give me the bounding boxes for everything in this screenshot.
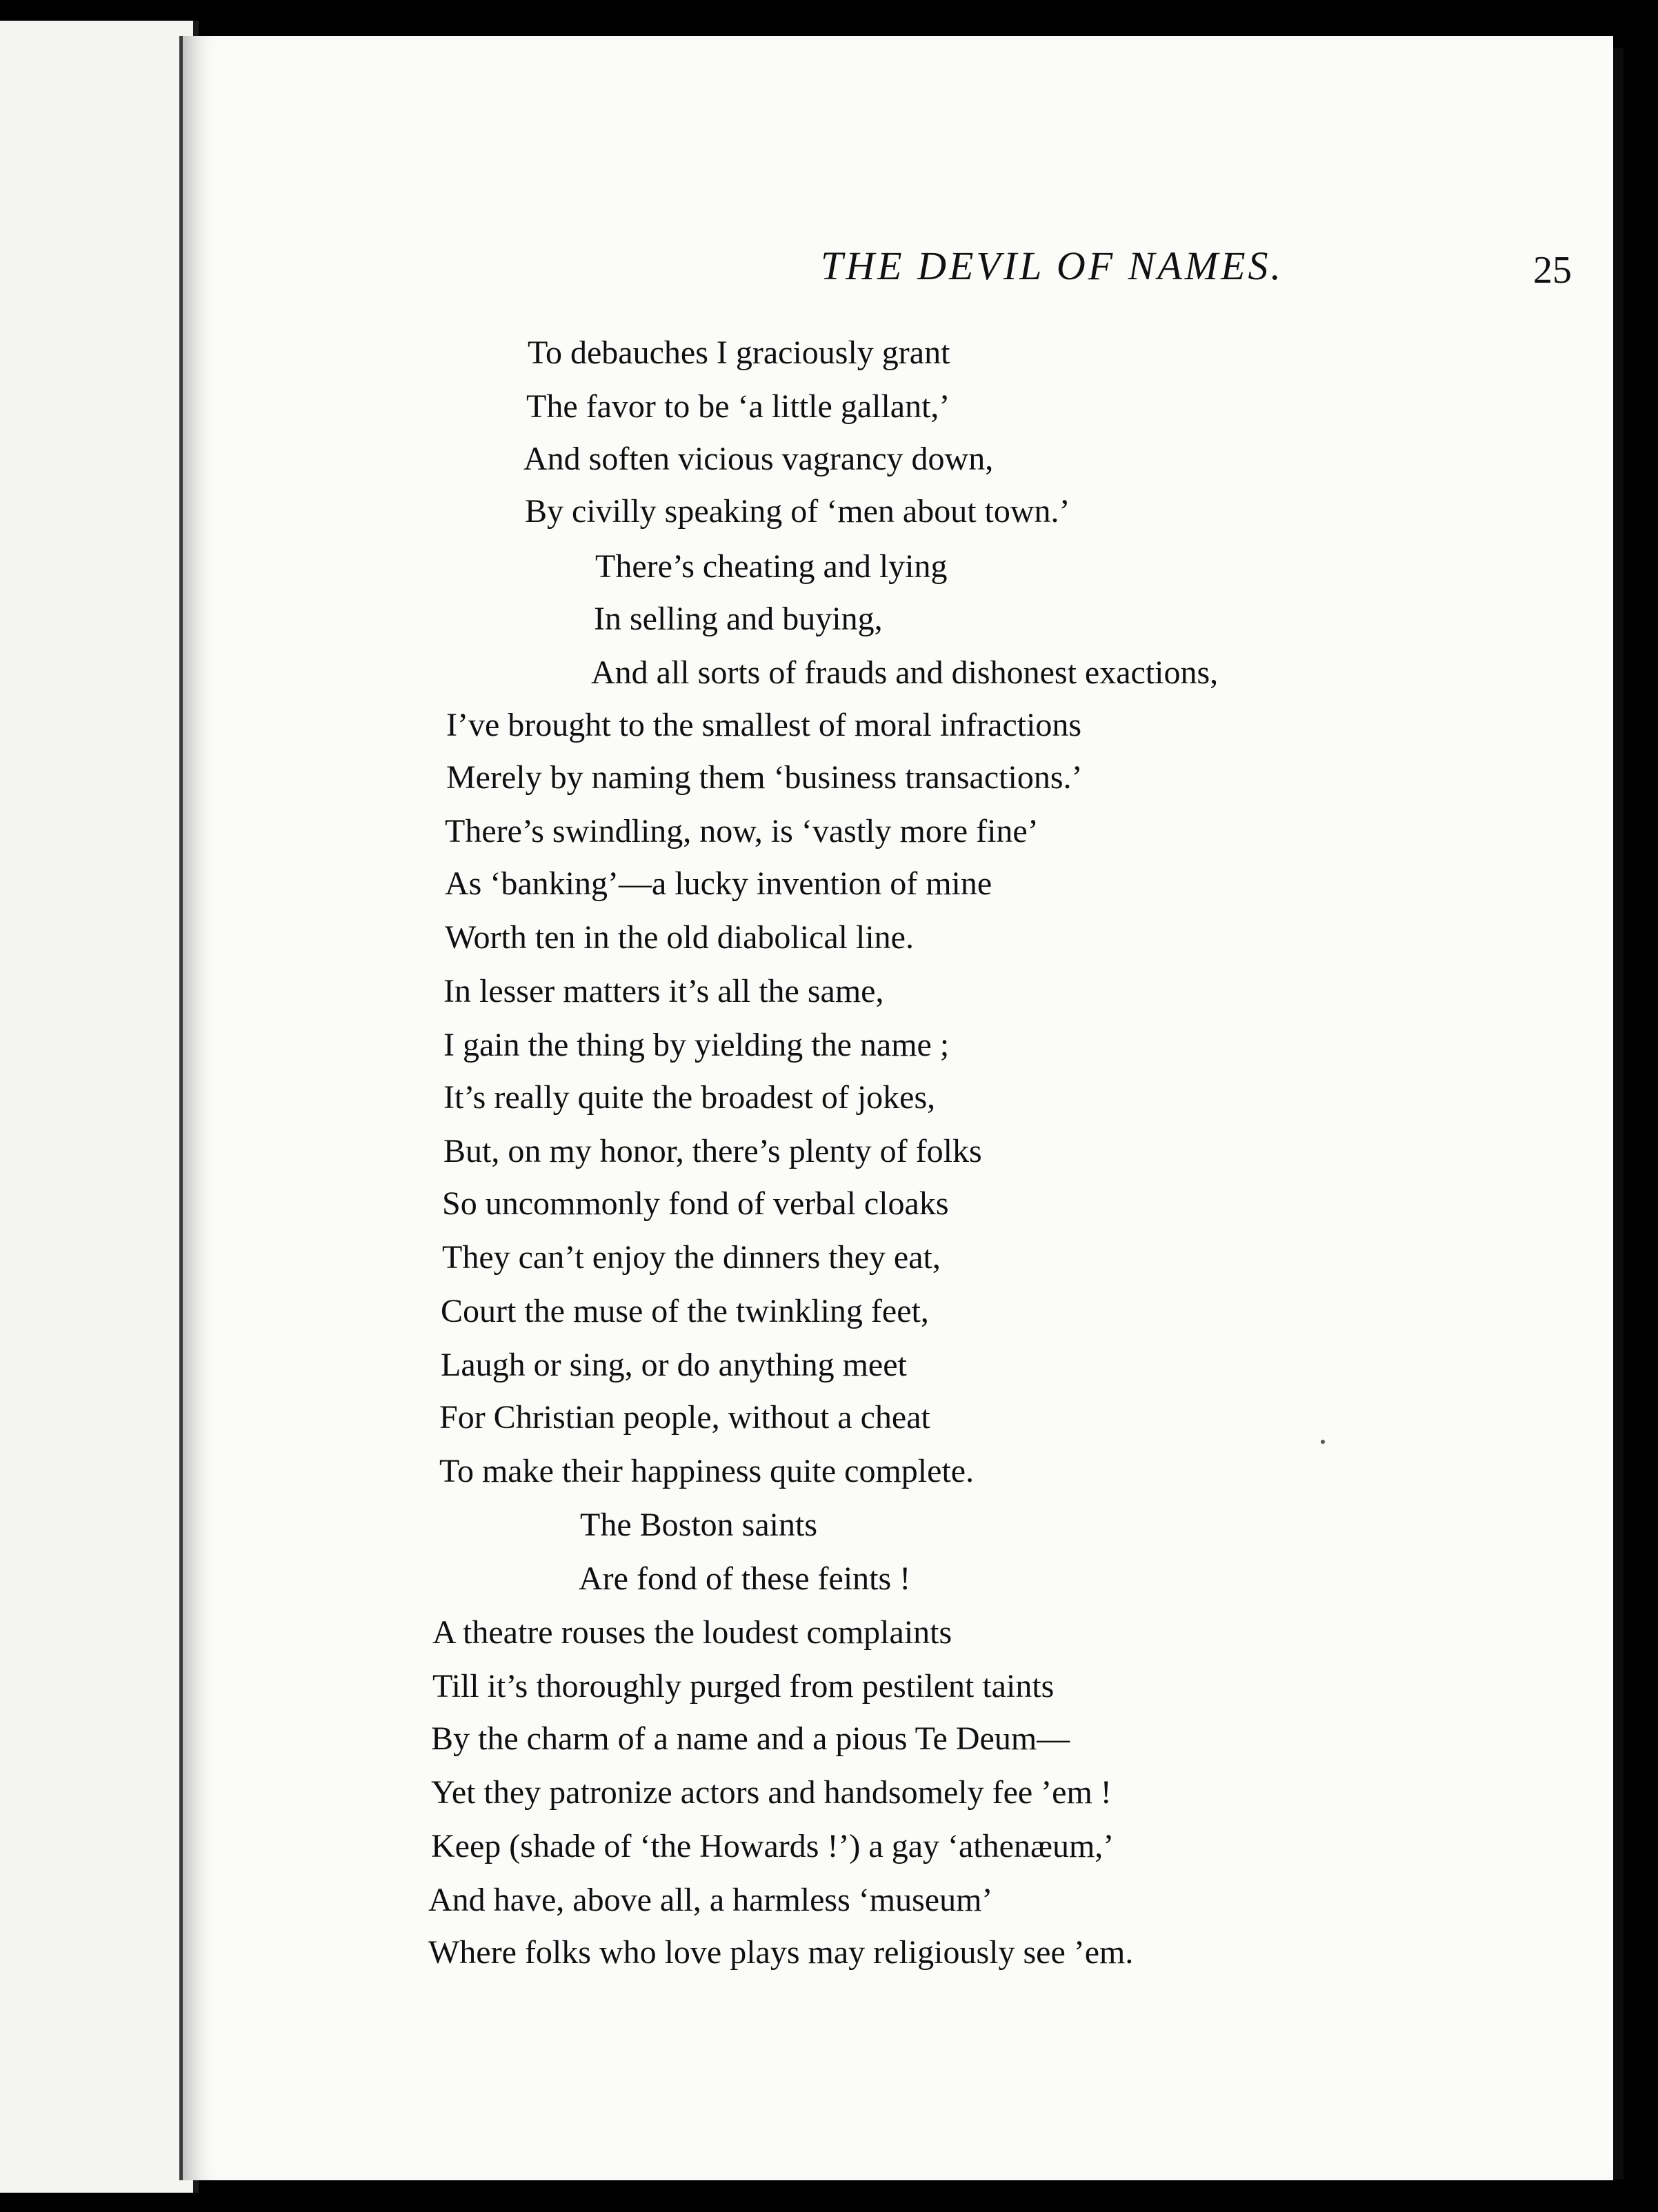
poem-line: By the charm of a name and a pious Te Deum— (431, 1720, 1070, 1757)
poem-line: Court the muse of the twinkling feet, (441, 1293, 929, 1329)
poem-line: There’s swindling, now, is ‘vastly more fine’ (445, 813, 1039, 849)
poem-line: The Boston saints (580, 1507, 817, 1543)
poem-body (183, 36, 1613, 2180)
poem-line: To debauches I graciously grant (528, 334, 950, 371)
poem-line: It’s really quite the broadest of jokes, (443, 1079, 936, 1116)
poem-line: The favor to be ‘a little gallant,’ (526, 388, 950, 425)
print-speck (1321, 1440, 1325, 1444)
poem-line: And soften vicious vagrancy down, (523, 441, 994, 477)
poem-line: Yet they patronize actors and handsomely fee ’em ! (431, 1774, 1112, 1811)
poem-line: But, on my honor, there’s plenty of folks (443, 1133, 982, 1169)
poem-line: There’s cheating and lying (595, 548, 948, 585)
poem-line: I gain the thing by yielding the name ; (443, 1027, 950, 1063)
poem-line: In lesser matters it’s all the same, (443, 973, 884, 1009)
poem-line: So uncommonly fond of verbal cloaks (442, 1185, 949, 1222)
poem-line: Worth ten in the old diabolical line. (445, 919, 914, 956)
poem-line: Merely by naming them ‘business transactions.’ (446, 759, 1083, 796)
poem-line: I’ve brought to the smallest of moral infractions (446, 707, 1082, 743)
poem-line: By civilly speaking of ‘men about town.’ (525, 493, 1070, 530)
poem-line: And all sorts of frauds and dishonest exactions, (591, 654, 1219, 691)
poem-line: Where folks who love plays may religiously see ’em. (428, 1934, 1134, 1971)
book-page (179, 36, 1613, 2180)
running-title: THE DEVIL OF NAMES. (821, 243, 1284, 288)
page-number: 25 (1533, 249, 1572, 292)
facing-page-edge (0, 21, 199, 2193)
poem-line: Laugh or sing, or do anything meet (441, 1347, 907, 1383)
poem-line: Keep (shade of ‘the Howards !’) a gay ‘athenæum,’ (431, 1828, 1115, 1864)
poem-line: Are fond of these feints ! (579, 1560, 911, 1597)
poem-line: To make their happiness quite complete. (439, 1453, 975, 1489)
poem-line: And have, above all, a harmless ‘museum’ (428, 1882, 993, 1918)
poem-line: Till it’s thoroughly purged from pestilent taints (432, 1668, 1055, 1705)
poem-line: For Christian people, without a cheat (439, 1399, 930, 1436)
poem-line: They can’t enjoy the dinners they eat, (442, 1239, 941, 1276)
poem-line: As ‘banking’—a lucky invention of mine (445, 865, 992, 902)
poem-line: In selling and buying, (594, 601, 883, 637)
poem-line: A theatre rouses the loudest complaints (432, 1614, 952, 1651)
